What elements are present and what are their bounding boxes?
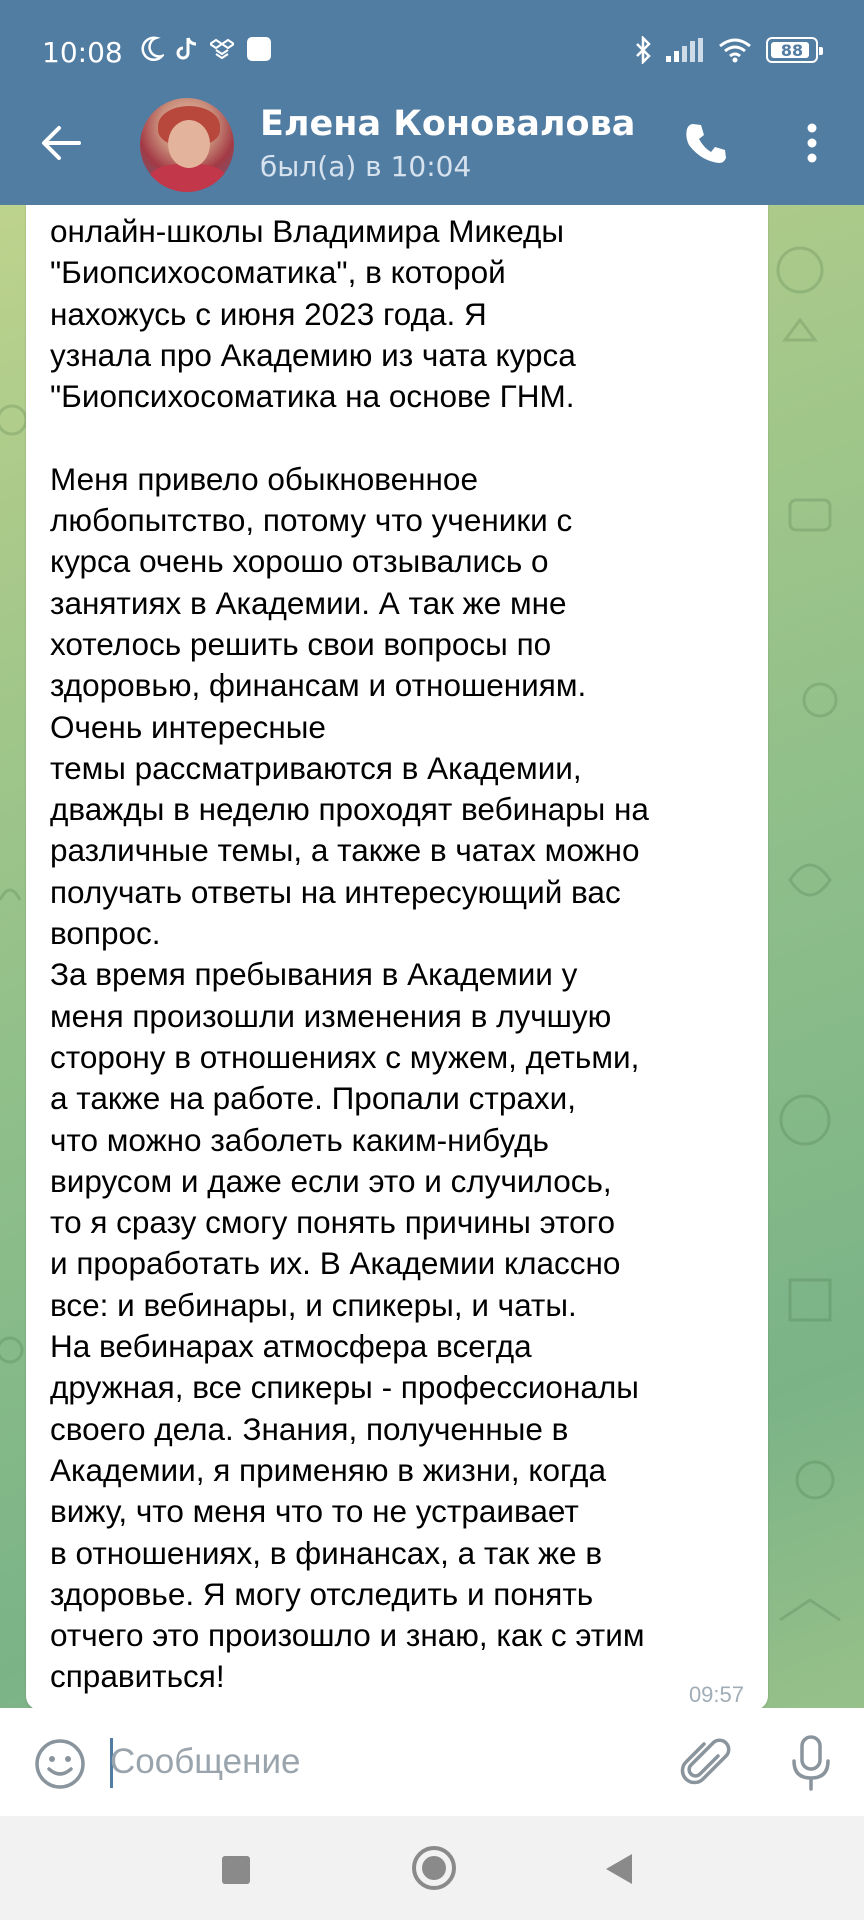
message-input[interactable]	[110, 1732, 650, 1792]
message-bubble[interactable]	[26, 205, 768, 1710]
system-back-button[interactable]	[606, 1854, 632, 1884]
more-options-button[interactable]	[794, 118, 830, 168]
system-navigation-bar	[0, 1816, 864, 1920]
bluetooth-icon	[634, 36, 652, 64]
chat-header	[0, 0, 864, 205]
battery-icon	[766, 37, 818, 63]
home-button[interactable]	[412, 1846, 456, 1890]
emoji-button[interactable]	[34, 1738, 86, 1790]
back-button[interactable]	[36, 118, 86, 168]
wifi-icon	[718, 37, 752, 63]
app-square-icon	[246, 36, 272, 62]
battery-percent: 88	[780, 40, 804, 60]
attach-icon	[680, 1736, 734, 1790]
dropbox-icon	[210, 37, 234, 61]
status-time: 10:08	[42, 36, 123, 69]
message-text: онлайн-школы Владимира Микеды "Биопсихосоматика", в которой нахожусь с июня 2023 года. Я узнала про Академию из чата курса "Биопсихосоматика на основе ГНМ. Меня привело обыкновенное любопытство, потому что ученики с курса очень хорошо отзывались о занятиях в Академии. А так же мне хотелось решить свои вопросы по здоровью, финансам и отношениям. Очень интересные темы рассматриваются в Академии, дважды в неделю проходят вебинары на различные темы, а также в чатах можно получать ответы на интересующий вас вопрос. За время пребывания в Академии у меня произошли изменения в лучшую сторону в отношениях с мужем, детьми, а также на работе. Пропали страхи, что можно заболеть каким-нибудь вирусом и даже если это и случилось, то я сразу смогу понять причины этого и проработать их. В Академии классно все: и вебинары, и спикеры, и чаты. На вебинарах атмосфера всегда дружная, все спикеры - профессионалы своего дела. Знания, полученные в Академии, я применяю в жизни, когда вижу, что меня что то не устраивает в отношениях, в финансах, а так же в здоровье. Я могу отследить и понять отчего это произошло и знаю, как с этим справиться!	[50, 213, 649, 1695]
last-seen-status: был(а) в 10:04	[260, 150, 472, 183]
attach-button[interactable]	[680, 1736, 734, 1790]
moon-icon	[140, 36, 164, 62]
back-arrow-icon	[41, 125, 81, 161]
more-vert-icon	[806, 123, 818, 163]
contact-name[interactable]: Елена Коновалова	[260, 104, 636, 144]
message-input-bar	[0, 1708, 864, 1816]
recents-button[interactable]	[222, 1856, 250, 1884]
status-system-icons	[634, 36, 818, 64]
call-button[interactable]	[680, 118, 730, 168]
voice-message-button[interactable]	[786, 1734, 836, 1792]
signal-icon	[666, 38, 704, 62]
contact-avatar[interactable]	[140, 98, 234, 192]
status-bar	[0, 0, 864, 90]
tiktok-icon	[176, 36, 198, 62]
message-timestamp: 09:57	[688, 1682, 744, 1707]
phone-icon	[683, 121, 727, 165]
emoji-icon	[34, 1738, 86, 1790]
mic-icon	[786, 1734, 836, 1792]
status-notification-icons	[140, 36, 272, 62]
